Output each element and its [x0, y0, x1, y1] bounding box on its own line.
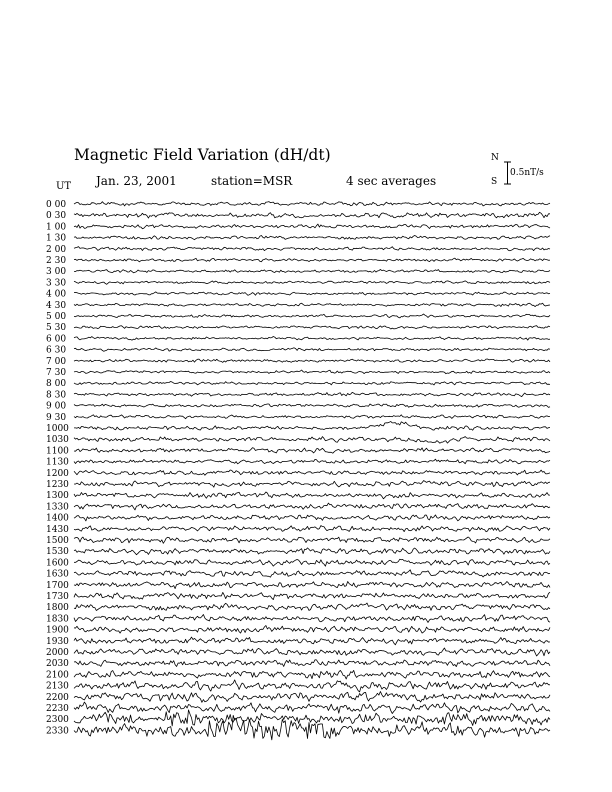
row-tick-label: 1300: [46, 491, 69, 502]
trace-line: [74, 603, 550, 611]
date-label: Jan. 23, 2001: [96, 174, 177, 188]
trace-line: [74, 382, 550, 385]
averaging-label: 4 sec averages: [346, 174, 437, 188]
row-tick-label: 4 30: [46, 300, 67, 311]
row-tick-label: 1830: [46, 614, 69, 625]
row-tick-label: 5 00: [46, 312, 67, 322]
row-tick-label: 1100: [46, 446, 69, 457]
trace-line: [74, 202, 550, 206]
trace-line: [74, 359, 550, 362]
trace-line: [74, 702, 550, 713]
row-tick-label: 1000: [46, 424, 69, 434]
trace-line: [74, 448, 550, 454]
row-tick-label: 1230: [46, 480, 69, 490]
row-tick-label: 2330: [46, 726, 69, 737]
trace-line: [74, 326, 550, 329]
row-tick-label: 2300: [46, 715, 69, 726]
trace-line: [74, 503, 550, 510]
row-tick-label: 1500: [46, 536, 69, 546]
row-tick-label: 1630: [46, 569, 69, 580]
row-tick-label: 1130: [46, 457, 69, 468]
trace-line: [74, 422, 550, 431]
trace-line: [74, 526, 550, 532]
row-tick-label: 3 00: [46, 267, 67, 278]
row-tick-label: 2030: [46, 659, 69, 670]
trace-line: [74, 247, 550, 251]
row-tick-label: 2000: [46, 648, 69, 658]
trace-line: [74, 303, 550, 306]
row-tick-label: 1 30: [46, 233, 67, 244]
trace-line: [74, 212, 550, 218]
trace-line: [74, 592, 550, 599]
row-tick-label: 8 30: [46, 390, 67, 401]
row-tick-label: 2 30: [46, 256, 67, 266]
trace-line: [74, 692, 550, 703]
station-label: station=MSR: [211, 174, 293, 188]
row-tick-label: 1 00: [46, 222, 67, 233]
trace-line: [74, 415, 550, 419]
row-tick-label: 0 00: [46, 200, 67, 210]
row-tick-label: 2230: [46, 704, 69, 714]
scale-south-label: S: [491, 177, 498, 187]
row-tick-label: 2100: [46, 670, 69, 681]
trace-line: [74, 470, 550, 475]
row-tick-label: 2 00: [46, 244, 67, 255]
row-tick-label: 1730: [46, 592, 69, 602]
trace-line: [74, 314, 550, 318]
trace-line: [74, 537, 550, 543]
row-tick-label: 1530: [46, 547, 69, 558]
row-tick-label: 1400: [46, 513, 69, 524]
row-tick-label: 7 30: [46, 368, 67, 378]
row-tick-label: 1800: [46, 603, 69, 614]
trace-line: [74, 459, 550, 464]
row-tick-label: 1200: [46, 468, 69, 479]
row-tick-label: 1930: [46, 636, 69, 647]
row-tick-label: 0 30: [46, 211, 67, 222]
trace-line: [74, 270, 550, 273]
row-tick-label: 6 00: [46, 334, 67, 345]
trace-line: [74, 258, 550, 262]
scale-north-label: N: [491, 153, 499, 163]
trace-line: [74, 670, 550, 679]
trace-line: [74, 570, 550, 577]
trace-line: [74, 224, 550, 229]
row-tick-label: 2200: [46, 692, 69, 703]
trace-line: [74, 392, 550, 396]
trace-line: [74, 615, 550, 623]
row-tick-label: 6 30: [46, 345, 67, 356]
trace-line: [74, 548, 550, 555]
trace-line: [74, 680, 550, 692]
row-tick-label: 1700: [46, 580, 69, 591]
row-tick-label: 3 30: [46, 278, 67, 289]
trace-line: [74, 710, 550, 726]
trace-line: [74, 648, 550, 656]
trace-line: [74, 404, 550, 407]
trace-line: [74, 492, 550, 499]
row-tick-label: 1030: [46, 435, 69, 446]
ut-axis-label: UT: [56, 181, 72, 192]
row-tick-label: 7 00: [46, 356, 67, 367]
row-tick-label: 9 00: [46, 401, 67, 412]
trace-line: [74, 515, 550, 521]
row-tick-label: 2130: [46, 681, 69, 692]
row-tick-label: 1430: [46, 524, 69, 535]
row-tick-label: 8 00: [46, 379, 67, 390]
trace-line: [74, 337, 550, 341]
scale-value-label: 0.5nT/s: [510, 168, 544, 178]
row-tick-label: 1600: [46, 558, 69, 569]
trace-line: [74, 281, 550, 284]
row-tick-label: 1330: [46, 502, 69, 513]
row-tick-label: 5 30: [46, 323, 67, 334]
trace-line: [74, 637, 550, 645]
trace-line: [74, 348, 550, 352]
trace-line: [74, 437, 550, 444]
row-tick-label: 4 00: [46, 289, 67, 300]
chart-title: Magnetic Field Variation (dH/dt): [74, 146, 331, 164]
trace-line: [74, 559, 550, 566]
trace-line: [74, 626, 550, 634]
trace-line: [74, 582, 550, 589]
trace-line: [74, 292, 550, 295]
trace-line: [74, 370, 550, 374]
trace-line: [74, 481, 550, 488]
trace-line: [74, 236, 550, 240]
row-tick-label: 1900: [46, 625, 69, 636]
row-tick-label: 9 30: [46, 412, 67, 423]
trace-line: [74, 660, 550, 667]
